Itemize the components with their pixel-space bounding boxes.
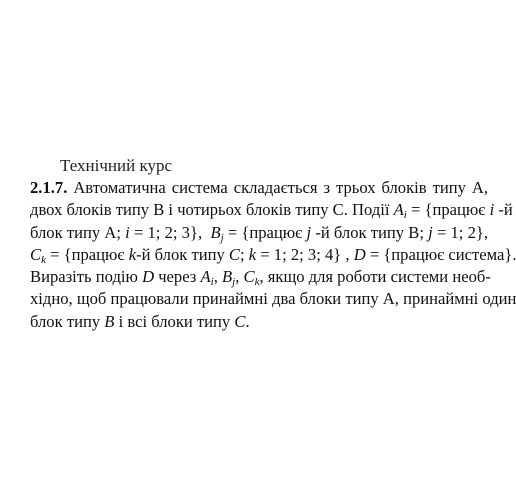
problem-line-3: блок типу А; i = 1; 2; 3}, $B_j$ = {працює j -й блок типу В; j = 1; 2},	[30, 222, 488, 244]
problem-line-7: блок типу B і всі блоки типу C.	[30, 311, 250, 331]
problem-number: 2.1.7.	[30, 178, 68, 197]
problem-line-1: 2.1.7. Автоматична система складається з трьох блоків типу А,	[30, 178, 488, 197]
problem-line-4: $C_k$ = {працює k-й блок типу C; k = 1; 2; 3; 4} , D = {працює система}.	[30, 244, 516, 266]
problem-2-1-7	[30, 177, 516, 333]
problem-line-6: хідно, щоб працювали принаймні два блоки типу А, принаймні один	[30, 289, 516, 309]
cropped-header-fragment: Технічний курс	[60, 156, 173, 175]
problem-line-2: двох блоків типу В і чотирьох блоків типу С. Події $A_i$ = {працює i -й	[30, 200, 513, 222]
problem-line-5: Виразіть подію D через $A_i$, $B_j$, $C_k$, якщо для роботи системи необ-	[30, 267, 491, 289]
